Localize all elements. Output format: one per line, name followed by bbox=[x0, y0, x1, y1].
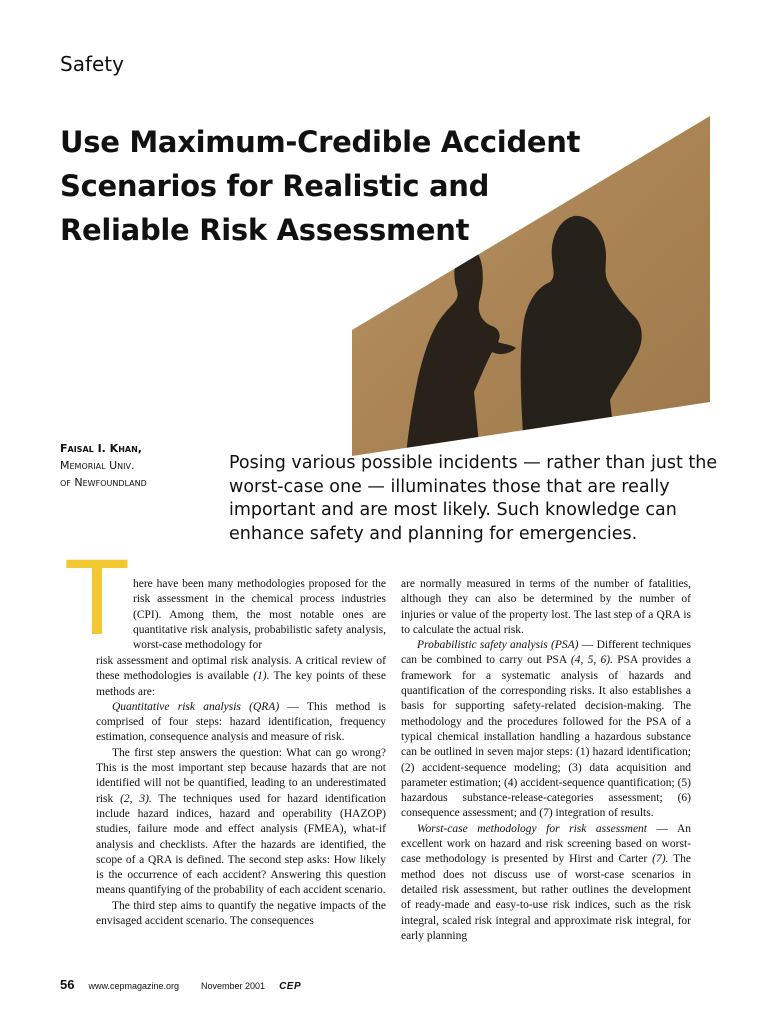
title-line: Use Maximum-Credible Accident bbox=[60, 125, 581, 159]
column-2 bbox=[401, 577, 691, 944]
author-name: Faisal I. Khan, bbox=[60, 442, 142, 455]
author-affiliation: of Newfoundland bbox=[60, 476, 147, 489]
drop-cap bbox=[64, 556, 134, 636]
shadow-figures-photo bbox=[352, 116, 710, 456]
magazine-logo: CEP bbox=[279, 981, 302, 992]
page-footer bbox=[60, 977, 301, 992]
column-1 bbox=[96, 654, 386, 929]
paragraph: risk assessment and optimal risk analysis. A critical review of these methodologies is available (1). The key points of these methods are: bbox=[96, 655, 386, 698]
page-number: 56 bbox=[60, 977, 75, 992]
title-line: Scenarios for Realistic and bbox=[60, 169, 490, 203]
paragraph: Quantitative risk analysis (QRA) — This method is comprised of four steps: hazard identification, frequency estimation, consequence analysis and measure of risk. bbox=[96, 700, 386, 744]
paragraph: here have been many methodologies proposed for the risk assessment in the chemical process industries (CPI). Among them, the most notable ones are quantitative risk analysis, probabilistic safety analysis, worst-case methodology for bbox=[133, 578, 386, 652]
paragraph: The first step answers the question: What can go wrong? This is the most important step because hazards that are not identified will not be quantified, leading to an underestimated risk (2, 3). The techniques used for hazard identification include hazard indices, hazard and operability (HAZOP) studies, failure mode and effect analysis (FMEA), what-if analysis and checklists. After the hazards are identified, the scope of a QRA is defined. The second step asks: How likely is the occurrence of each accident? Answering this question means quantifying of the probability of each accident scenario. bbox=[96, 746, 387, 897]
paragraph: are normally measured in terms of the number of fatalities, although they can also be determined by the number of injuries or value of the property lost. The last step of a QRA is to calculate the actual risk. bbox=[401, 578, 691, 636]
column-1-intro bbox=[133, 577, 386, 653]
article-deck: Posing various possible incidents — rather than just the worst-case one — illuminates those that are really important and are most likely. Such knowledge can enhance safety and planning for emergencies. bbox=[229, 453, 718, 544]
paragraph: The third step aims to quantify the negative impacts of the envisaged accident scenario. The consequences bbox=[96, 899, 386, 928]
paragraph: Probabilistic safety analysis (PSA) — Different techniques can be combined to carry out PSA (4, 5, 6). PSA provides a framework for a systematic analysis of hazards and quantification of the corresponding risks. It also establishes a basis for supporting safety-related decision-making. The methodology and the procedures followed for the PSA of a typical chemical installation handling a hazardous substance can be outlined in seven major steps: (1) hazard identification; (2) accident-sequence modeling; (3) data acquisition and parameter estimation; (4) accident-sequence quantification; (5) hazardous substance-release-categories assessment; (6) consequence assessment; and (7) integration of results. bbox=[401, 639, 691, 820]
magazine-url[interactable]: www.cepmagazine.org bbox=[88, 981, 180, 991]
title-line: Reliable Risk Assessment bbox=[60, 213, 470, 247]
author-affiliation: Memorial Univ. bbox=[60, 459, 135, 472]
section-label: Safety bbox=[60, 52, 124, 76]
drop-cap-letter: T bbox=[64, 556, 130, 636]
author-byline bbox=[60, 440, 220, 491]
paragraph: Worst-case methodology for risk assessment — An excellent work on hazard and risk screening based on worst-case methodology is presented by Hirst and Carter (7). The method does not discuss use of worst-case scenarios in detailed risk assessment, but rather outlines the development of ready-made and easy-to-use risk indices, such as the risk integral, scaled risk integral and approximate risk integral, for early planning bbox=[401, 822, 692, 942]
issue-date: November 2001 bbox=[201, 981, 266, 991]
